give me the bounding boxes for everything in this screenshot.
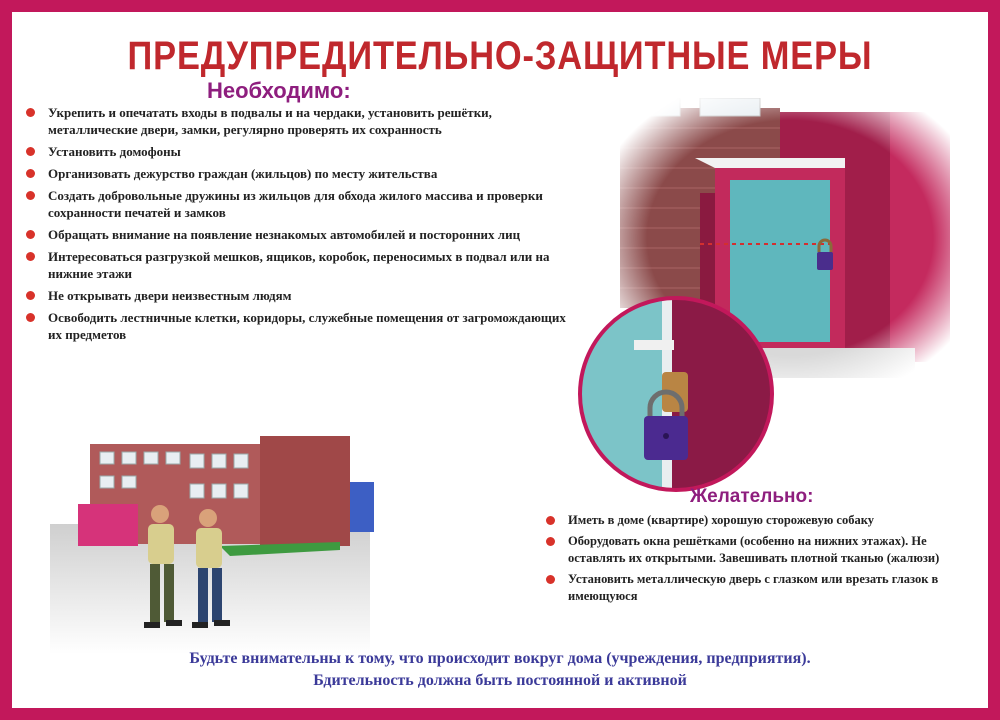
list-item: Организовать дежурство граждан (жильцов) по месту жительства	[48, 165, 568, 182]
list-item: Иметь в доме (квартире) хорошую сторожевую собаку	[568, 512, 968, 529]
desirable-heading: Желательно:	[690, 486, 814, 507]
list-item: Не открывать двери неизвестным людям	[48, 287, 568, 304]
list-item: Освободить лестничные клетки, коридоры, служебные помещения от загромождающих их предметов	[48, 309, 568, 343]
list-item: Создать добровольные дружины из жильцов для обхода жилого массива и проверки сохранности печатей и замков	[48, 187, 568, 221]
lock-magnifier	[574, 292, 778, 496]
list-item: Обращать внимание на появление незнакомых автомобилей и посторонних лиц	[48, 226, 568, 243]
list-item: Укрепить и опечатать входы в подвалы и на чердаки, установить решётки, металлические двери, замки, регулярно проверять их сохранность	[48, 104, 568, 138]
list-item: Установить металлическую дверь с глазком или врезать глазок в имеющуюся	[568, 571, 968, 605]
poster-title: ПРЕДУПРЕДИТЕЛЬНО-ЗАЩИТНЫЕ МЕРЫ	[127, 34, 873, 78]
footer-line-1: Будьте внимательны к тому, что происходит вокруг дома (учреждения, предприятия).	[189, 650, 811, 667]
list-item: Интересоваться разгрузкой мешков, ящиков, коробок, переносимых в подвал или на нижние этажи	[48, 248, 568, 282]
patrol-illustration	[40, 424, 380, 654]
required-heading: Необходимо:	[207, 78, 351, 103]
list-item: Установить домофоны	[48, 143, 568, 160]
footer-line-2: Бдительность должна быть постоянной и активной	[313, 672, 687, 689]
list-item: Оборудовать окна решётками (особенно на нижних этажах). Не оставлять их открытыми. Завешивать плотной тканью (жалюзи)	[568, 533, 968, 567]
required-list	[48, 104, 568, 348]
poster	[12, 12, 988, 708]
desirable-list	[568, 512, 968, 609]
